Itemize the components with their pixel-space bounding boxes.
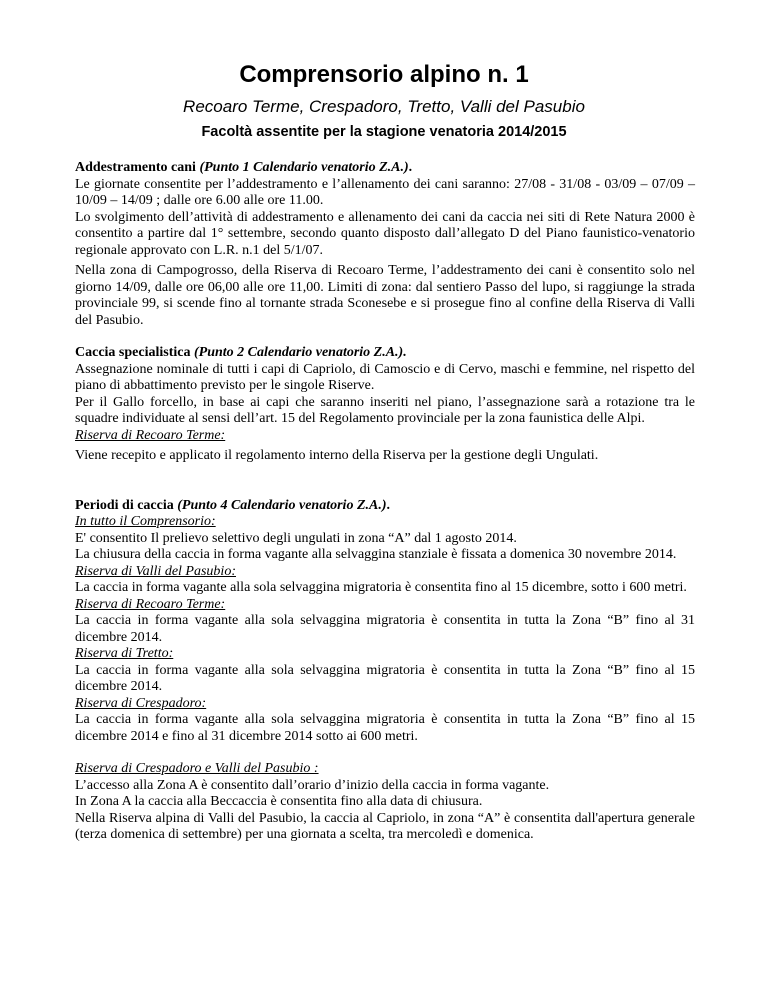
paragraph: La caccia in forma vagante alla sola selvaggina migratoria è consentita in tutta la Zona “B” fino al 31 dicembre 2014.	[75, 613, 695, 645]
subheading: Riserva di Recoaro Terme:	[75, 427, 226, 443]
section-heading-addestramento	[75, 160, 695, 177]
heading-reference: (Punto 2 Calendario venatorio Z.A.).	[193, 345, 407, 360]
document-subtitle: Recoaro Terme, Crespadoro, Tretto, Valli del Pasubio	[183, 97, 585, 116]
heading-text: Addestramento cani	[75, 160, 200, 175]
heading-text: Caccia specialistica	[75, 345, 194, 360]
paragraph: La caccia in forma vagante alla sola selvaggina migratoria è consentita fino al 15 dicembre, sotto i 600 metri.	[75, 580, 687, 595]
subheading: Riserva di Crespadoro e Valli del Pasubio :	[75, 761, 319, 776]
heading-text: Periodi di caccia	[75, 497, 178, 513]
subheading: Riserva di Recoaro Terme:	[75, 596, 226, 612]
subheading: Riserva di Crespadoro:	[75, 695, 207, 711]
section-heading-periodi-di-caccia	[75, 498, 695, 515]
paragraph: E' consentito Il prelievo selettivo degli ungulati in zona “A” dal 1 agosto 2014.	[75, 530, 517, 546]
paragraph: Per il Gallo forcello, in base ai capi che saranno inseriti nel piano, l’assegnazione sarà a rotazione tra le squadre individuate al sensi dell’art. 15 del Regolamento provinciale per la zona faunistica delle Alpi.	[75, 394, 695, 426]
heading-punct: .	[408, 160, 413, 175]
paragraph: La caccia in forma vagante alla sola selvaggina migratoria è consentita in tutta la Zona “B” fino al 15 dicembre 2014 e fino al 31 dicembre 2014 sotto ai 600 metri.	[75, 712, 695, 744]
subheading: Riserva di Valli del Pasubio:	[75, 563, 236, 579]
heading-reference: (Punto 4 Calendario venatorio Z.A.)	[177, 497, 387, 513]
season-subtitle: Facoltà assentite per la stagione venatoria 2014/2015	[201, 124, 567, 140]
paragraph: Nella zona di Campogrosso, della Riserva di Recoaro Terme, l’addestramento dei cani è consentito solo nel giorno 14/09, dalle ore 06,00 alle ore 11,00. Limiti di zona: dal sentiero Passo del lupo, si raggiunge la strada provinciale 99, si scende fino al tornante strada Sconesebe e si prosegue fino al confine della Riserva di Valli del Pasubio.	[75, 263, 695, 328]
paragraph: In Zona A la caccia alla Beccaccia è consentita fino alla data di chiusura.	[75, 794, 483, 809]
subheading: Riserva di Tretto:	[75, 646, 174, 661]
document-title: Comprensorio alpino n. 1	[239, 61, 529, 88]
paragraph: L’accesso alla Zona A è consentito dall’orario d’inizio della caccia in forma vagante.	[75, 777, 550, 793]
paragraph: La chiusura della caccia in forma vagante alla selvaggina stanziale è fissata a domenica 30 novembre 2014.	[75, 547, 677, 562]
document-body	[75, 160, 695, 844]
paragraph: Lo svolgimento dell’attività di addestramento e allenamento dei cani da caccia nei siti di Rete Natura 2000 è consentito a partire dal 1° settembre, secondo quanto disposto dall’allegato D del Piano faunistico-venatorio regionale approvato con L.R. n.1 del 5/1/07.	[75, 209, 695, 258]
paragraph: Viene recepito e applicato il regolamento interno della Riserva per la gestione degli Ungulati.	[75, 448, 599, 463]
paragraph: La caccia in forma vagante alla sola selvaggina migratoria è consentita in tutta la Zona “B” fino al 15 dicembre 2014.	[75, 662, 695, 694]
paragraph: Le giornate consentite per l’addestramento e l’allenamento dei cani saranno: 27/08 - 31/08 - 03/09 – 07/09 – 10/09 – 14/09 ; dalle ore 6.00 alle ore 11.00.	[75, 176, 695, 208]
heading-reference: (Punto 1 Calendario venatorio Z.A.)	[199, 160, 409, 175]
section-heading-caccia-specialistica	[75, 345, 695, 362]
paragraph: Assegnazione nominale di tutti i capi di Capriolo, di Camoscio e di Cervo, maschi e femmine, nel rispetto del piano di abbattimento previsto per le singole Riserve.	[75, 361, 695, 393]
heading-punct: .	[386, 497, 390, 513]
subheading: In tutto il Comprensorio:	[75, 514, 216, 529]
paragraph: Nella Riserva alpina di Valli del Pasubio, la caccia al Capriolo, in zona “A” è consentita dall'apertura generale (terza domenica di settembre) per una giornata a scelta, tra mercoledì e domenica.	[75, 810, 695, 842]
